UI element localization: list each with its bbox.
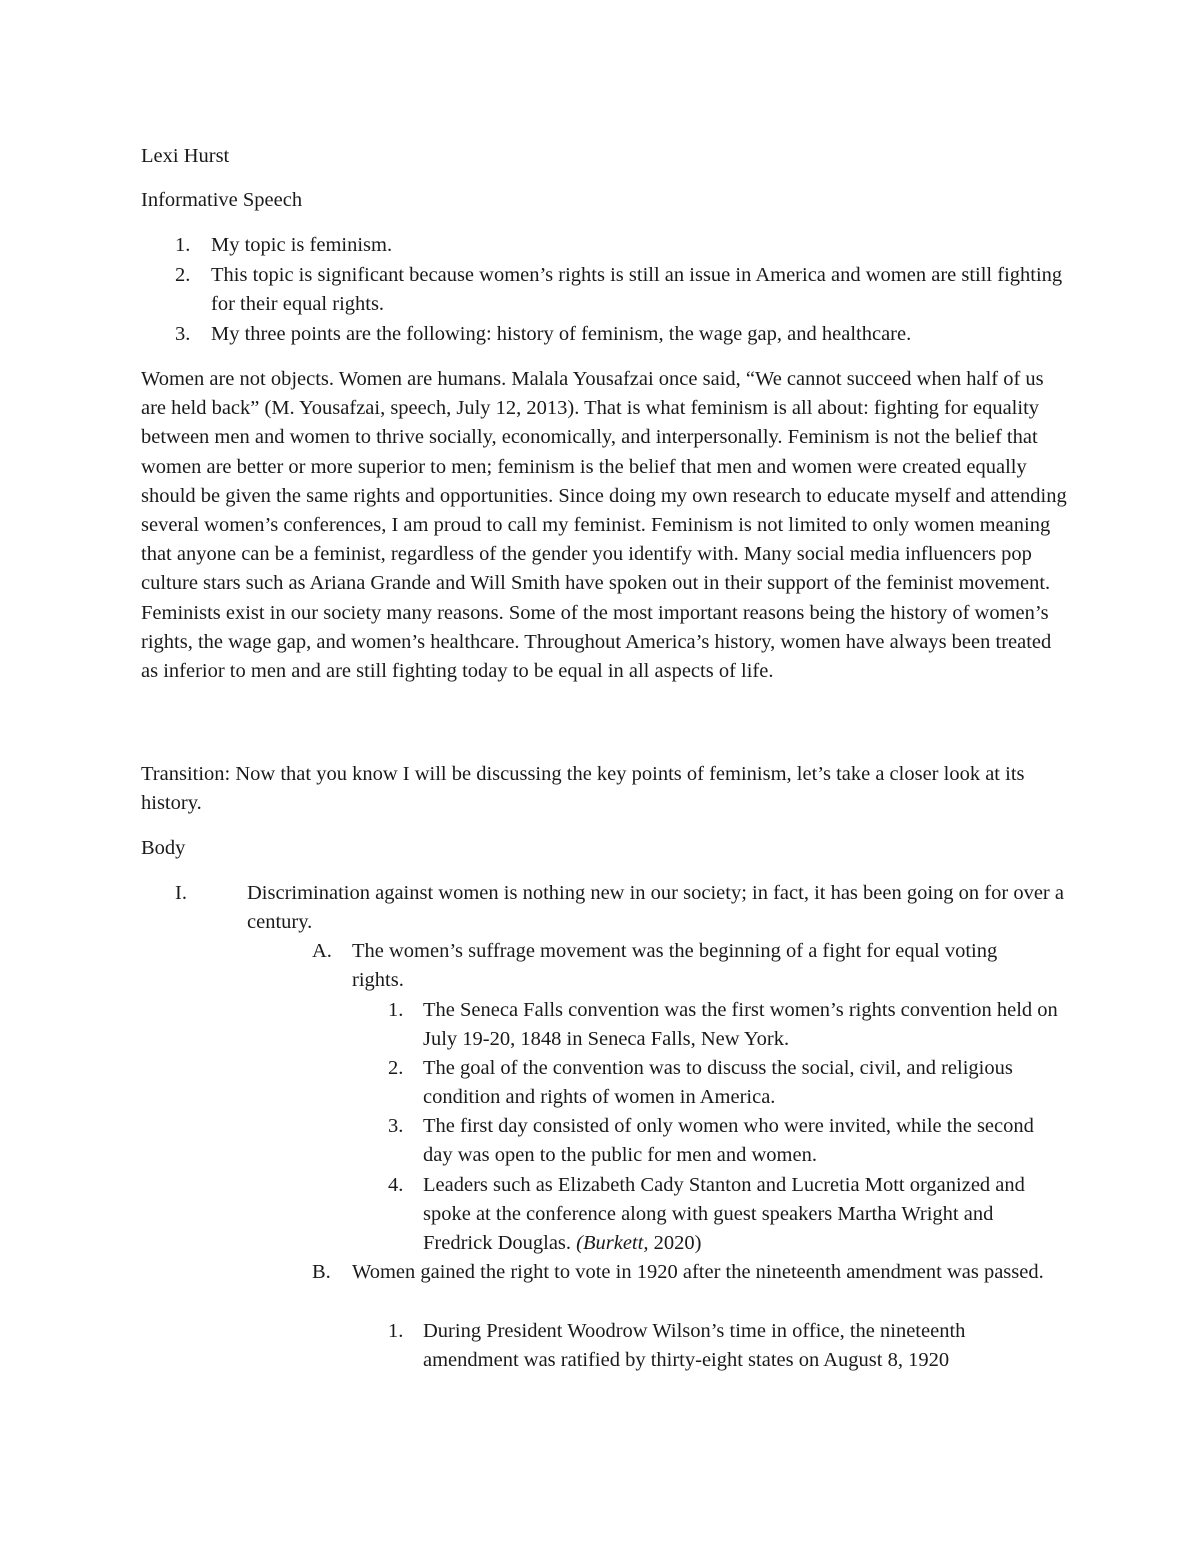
- body-heading: Body: [141, 837, 186, 859]
- outline-marker: 3.: [388, 1115, 404, 1137]
- outline-text: Women gained the right to vote in 1920 after the nineteenth amendment was passed.: [352, 1261, 1044, 1283]
- citation-year: 2020): [653, 1232, 702, 1255]
- outline-text: [423, 1171, 1063, 1259]
- outline-marker: 4.: [388, 1174, 404, 1196]
- citation-author: (Burkett,: [576, 1232, 649, 1255]
- list-item-text: My topic is feminism.: [211, 234, 393, 256]
- outline-text: During President Woodrow Wilson’s time in office, the nineteenth amendment was ratified by thirty-eight states on August 8, 1920: [423, 1320, 966, 1372]
- list-item-text: This topic is significant because women’s rights is still an issue in America and women are still fighting for their equal rights.: [211, 264, 1063, 316]
- assignment-title: Informative Speech: [141, 189, 303, 211]
- outline-marker: 2.: [388, 1057, 404, 1079]
- outline-marker: B.: [312, 1261, 331, 1283]
- outline-item-body: Leaders such as Elizabeth Cady Stanton and Lucretia Mott organized and spoke at the conference along with guest speakers Martha Wright and Fredrick Douglas.: [423, 1174, 1025, 1255]
- outline-text: The women’s suffrage movement was the beginning of a fight for equal voting rights.: [352, 940, 998, 992]
- outline-marker: I.: [175, 882, 187, 904]
- author-name: Lexi Hurst: [141, 145, 230, 167]
- outline-marker: A.: [312, 940, 332, 962]
- outline-text: The Seneca Falls convention was the first women’s rights convention held on July 19-20, 1848 in Seneca Falls, New York.: [423, 999, 1058, 1051]
- outline-marker: 1.: [388, 999, 404, 1021]
- outline-marker: 1.: [388, 1320, 404, 1342]
- intro-paragraph: Women are not objects. Women are humans. Malala Yousafzai once said, “We cannot succeed when half of us are held back” (M. Yousafzai, speech, July 12, 2013). That is what feminism is all about: fighting for equality between men and women to thrive socially, economically, and interpersonally. Feminism is not the belief that women are better or more superior to men; feminism is the belief that men and women were created equally should be given the same rights and opportunities. Since doing my own research to educate myself and attending several women’s conferences, I am proud to call my feminist. Feminism is not limited to only women meaning that anyone can be a feminist, regardless of the gender you identify with. Many social media influencers pop culture stars such as Ariana Grande and Will Smith have spoken out in their support of the feminist movement. Feminists exist in our society many reasons. Some of the most important reasons being the history of women’s rights, the wage gap, and women’s healthcare. Throughout America’s history, women have always been treated as inferior to men and are still fighting today to be equal in all aspects of life.: [141, 368, 1067, 683]
- outline-text: Discrimination against women is nothing new in our society; in fact, it has been going on for over a century.: [247, 882, 1064, 934]
- list-item-text: My three points are the following: history of feminism, the wage gap, and healthcare.: [211, 323, 912, 345]
- list-marker: 1.: [175, 234, 191, 256]
- list-marker: 2.: [175, 264, 191, 286]
- transition-paragraph: Transition: Now that you know I will be discussing the key points of feminism, let’s take a closer look at its history.: [141, 763, 1025, 815]
- outline-text: The first day consisted of only women who were invited, while the second day was open to the public for men and women.: [423, 1115, 1034, 1167]
- outline-text: The goal of the convention was to discuss the social, civil, and religious condition and rights of women in America.: [423, 1057, 1013, 1109]
- list-marker: 3.: [175, 323, 191, 345]
